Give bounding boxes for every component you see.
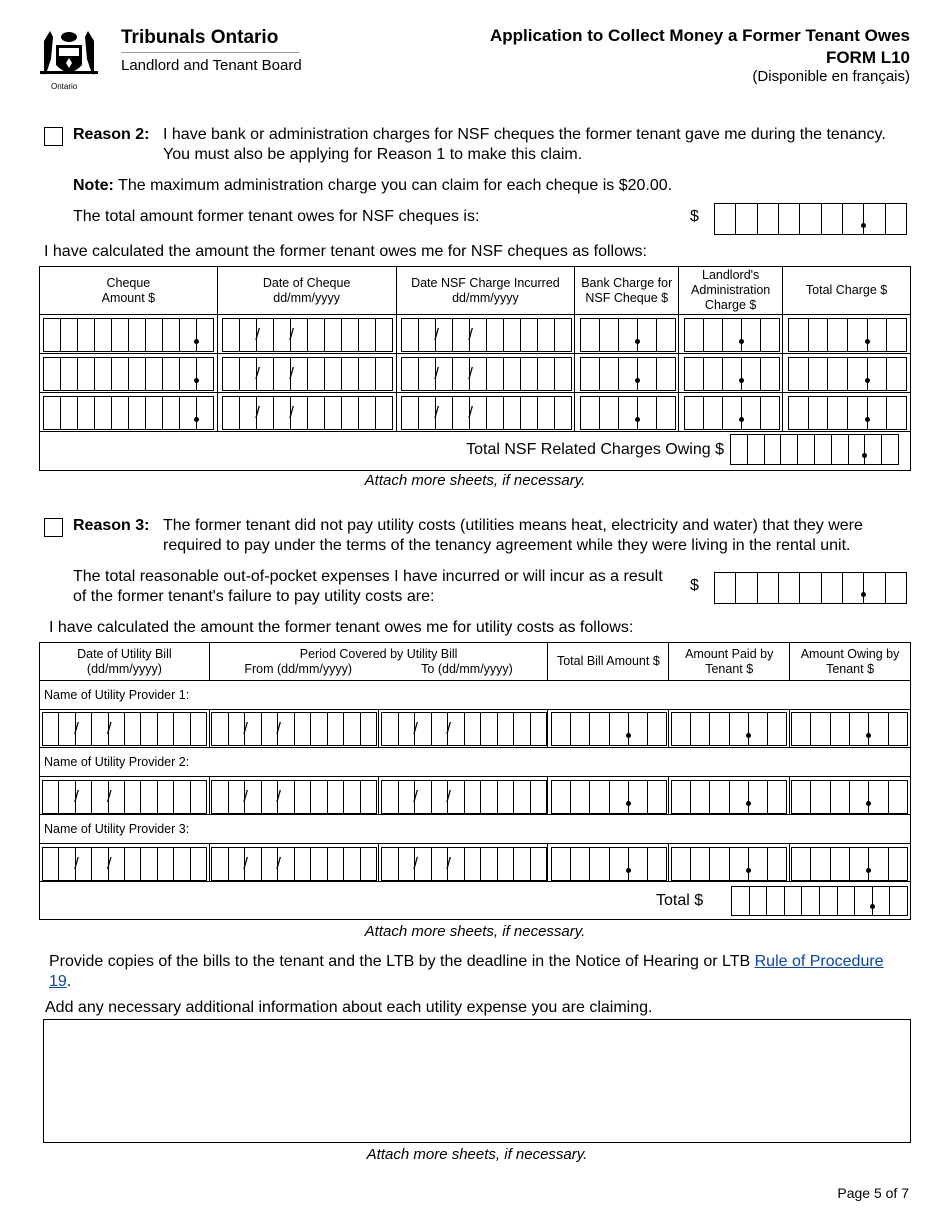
period-to-input[interactable] (381, 780, 547, 814)
cheque-date-input[interactable] (222, 357, 393, 391)
bank-charge-input[interactable] (580, 318, 676, 352)
amount-paid-input[interactable] (671, 780, 787, 814)
additional-info-label: Add any necessary additional information about each utility expense you are claiming. (45, 999, 653, 1016)
cheque-amount-input[interactable] (43, 396, 214, 430)
amount-paid-input[interactable] (671, 712, 787, 746)
reason2-text: I have bank or administration charges for NSF cheques the former tenant gave me during the tenancy. You must also be applying for Reason 1 to make this claim. (163, 126, 886, 163)
total-bill-input[interactable] (551, 780, 667, 814)
total-bill-input[interactable] (551, 847, 667, 881)
ontario-logo (36, 27, 102, 93)
col-total-charge: Total Charge $ (783, 267, 911, 315)
cheque-amount-input[interactable] (43, 357, 214, 391)
provider-row (40, 748, 911, 777)
reason2-checkbox[interactable] (44, 127, 63, 146)
amount-owing-input[interactable] (791, 847, 908, 881)
amount-owing-input[interactable] (791, 780, 908, 814)
provider-row (40, 815, 911, 844)
rule-of-procedure-link[interactable]: Rule of Procedure 19 (49, 953, 884, 990)
bill-date-input[interactable] (42, 712, 207, 746)
utility-total-amount-input[interactable] (714, 572, 907, 604)
nsf-table-header (40, 267, 911, 315)
nsf-charge-date-input[interactable] (401, 318, 572, 352)
cheque-date-input[interactable] (222, 318, 393, 352)
org-name: Tribunals Ontario (121, 27, 279, 48)
reason3-text: The former tenant did not pay utility costs (utilities means heat, electricity and water) that they were required to pay under the terms of the tenancy agreement while they were living in the rental unit. (163, 517, 863, 554)
form-code: FORM L10 (825, 48, 910, 67)
provider-row (40, 681, 911, 710)
utility-dollar-sign: $ (690, 577, 699, 594)
col-date-of-cheque: Date of Cheque dd/mm/yyyy (217, 267, 396, 315)
period-from-input[interactable] (211, 712, 377, 746)
bank-charge-input[interactable] (580, 396, 676, 430)
period-from-input[interactable] (211, 780, 377, 814)
period-from-input[interactable] (211, 847, 377, 881)
admin-charge-input[interactable] (684, 357, 780, 391)
bills-instruction: Provide copies of the bills to the tenant and the LTB by the deadline in the Notice of Hearing or LTB Rule of Procedure 19. (49, 953, 884, 990)
reason3-checkbox[interactable] (44, 518, 63, 537)
period-to-input[interactable] (381, 847, 547, 881)
utility-total-input[interactable] (731, 886, 908, 916)
utility-attach-note: Attach more sheets, if necessary. (364, 923, 586, 940)
note-text: The maximum administration charge you can claim for each cheque is $20.00. (118, 177, 673, 194)
french-note: (Disponible en français) (752, 68, 910, 85)
total-charge-input[interactable] (788, 357, 907, 391)
amount-owing-input[interactable] (791, 712, 908, 746)
form-title: Application to Collect Money a Former Tenant Owes (489, 26, 910, 45)
cheque-amount-input[interactable] (43, 318, 214, 352)
org-divider (121, 52, 299, 53)
nsf-attach-note: Attach more sheets, if necessary. (364, 472, 586, 489)
bank-charge-input[interactable] (580, 357, 676, 391)
nsf-total-amount-input[interactable] (714, 203, 907, 235)
utility-calc-intro: I have calculated the amount the former tenant owes me for utility costs as follows: (49, 619, 634, 636)
nsf-total-owing-input[interactable] (730, 434, 899, 465)
col-amount-paid: Amount Paid by Tenant $ (669, 643, 790, 681)
reason3-label: Reason 3: (73, 517, 150, 534)
utility-table-header (40, 643, 911, 681)
nsf-charge-date-input[interactable] (401, 396, 572, 430)
col-bank-charge: Bank Charge for NSF Cheque $ (575, 267, 679, 315)
page-number: Page 5 of 7 (837, 1185, 909, 1201)
col-cheque-amount: Cheque Amount $ (40, 267, 218, 315)
col-period-covered: Period Covered by Utility Bill From (dd/mm/yyyy) To (dd/mm/yyyy) (209, 643, 548, 681)
org-subtitle: Landlord and Tenant Board (121, 57, 302, 74)
additional-attach-note: Attach more sheets, if necessary. (366, 1146, 588, 1163)
nsf-charge-date-input[interactable] (401, 357, 572, 391)
nsf-total-owing-label: Total NSF Related Charges Owing $ (466, 441, 724, 458)
nsf-total-label: The total amount former tenant owes for NSF cheques is: (73, 208, 480, 225)
utility-expenses-label: The total reasonable out-of-pocket expenses I have incurred or will incur as a result of the former tenant's failure to pay utility costs are: (73, 568, 663, 605)
utility-provider-1-label[interactable]: Name of Utility Provider 1: (40, 681, 911, 710)
logo-caption: Ontario (51, 82, 78, 91)
note-label: Note: (73, 177, 114, 194)
period-to-input[interactable] (381, 712, 547, 746)
utility-provider-3-label[interactable]: Name of Utility Provider 3: (40, 815, 911, 844)
bill-date-input[interactable] (42, 780, 207, 814)
total-bill-input[interactable] (551, 712, 667, 746)
reason2-note (73, 176, 672, 196)
nsf-calc-intro: I have calculated the amount the former tenant owes me for NSF cheques as follows: (44, 243, 647, 260)
col-amount-owing: Amount Owing by Tenant $ (790, 643, 911, 681)
col-to: To (dd/mm/yyyy) (421, 661, 513, 676)
nsf-dollar-sign: $ (690, 208, 699, 225)
amount-paid-input[interactable] (671, 847, 787, 881)
total-charge-input[interactable] (788, 396, 907, 430)
cheque-date-input[interactable] (222, 396, 393, 430)
col-admin-charge: Landlord's Administration Charge $ (679, 267, 783, 315)
admin-charge-input[interactable] (684, 318, 780, 352)
bill-date-input[interactable] (42, 847, 207, 881)
admin-charge-input[interactable] (684, 396, 780, 430)
reason2-label: Reason 2: (73, 126, 150, 143)
additional-info-textarea[interactable] (43, 1019, 911, 1143)
utility-provider-2-label[interactable]: Name of Utility Provider 2: (40, 748, 911, 777)
col-total-bill: Total Bill Amount $ (548, 643, 669, 681)
col-date-nsf-charge: Date NSF Charge Incurred dd/mm/yyyy (396, 267, 575, 315)
col-from: From (dd/mm/yyyy) (244, 661, 353, 676)
utility-total-label: Total $ (656, 892, 704, 909)
total-charge-input[interactable] (788, 318, 907, 352)
col-date-of-bill: Date of Utility Bill (dd/mm/yyyy) (40, 643, 210, 681)
